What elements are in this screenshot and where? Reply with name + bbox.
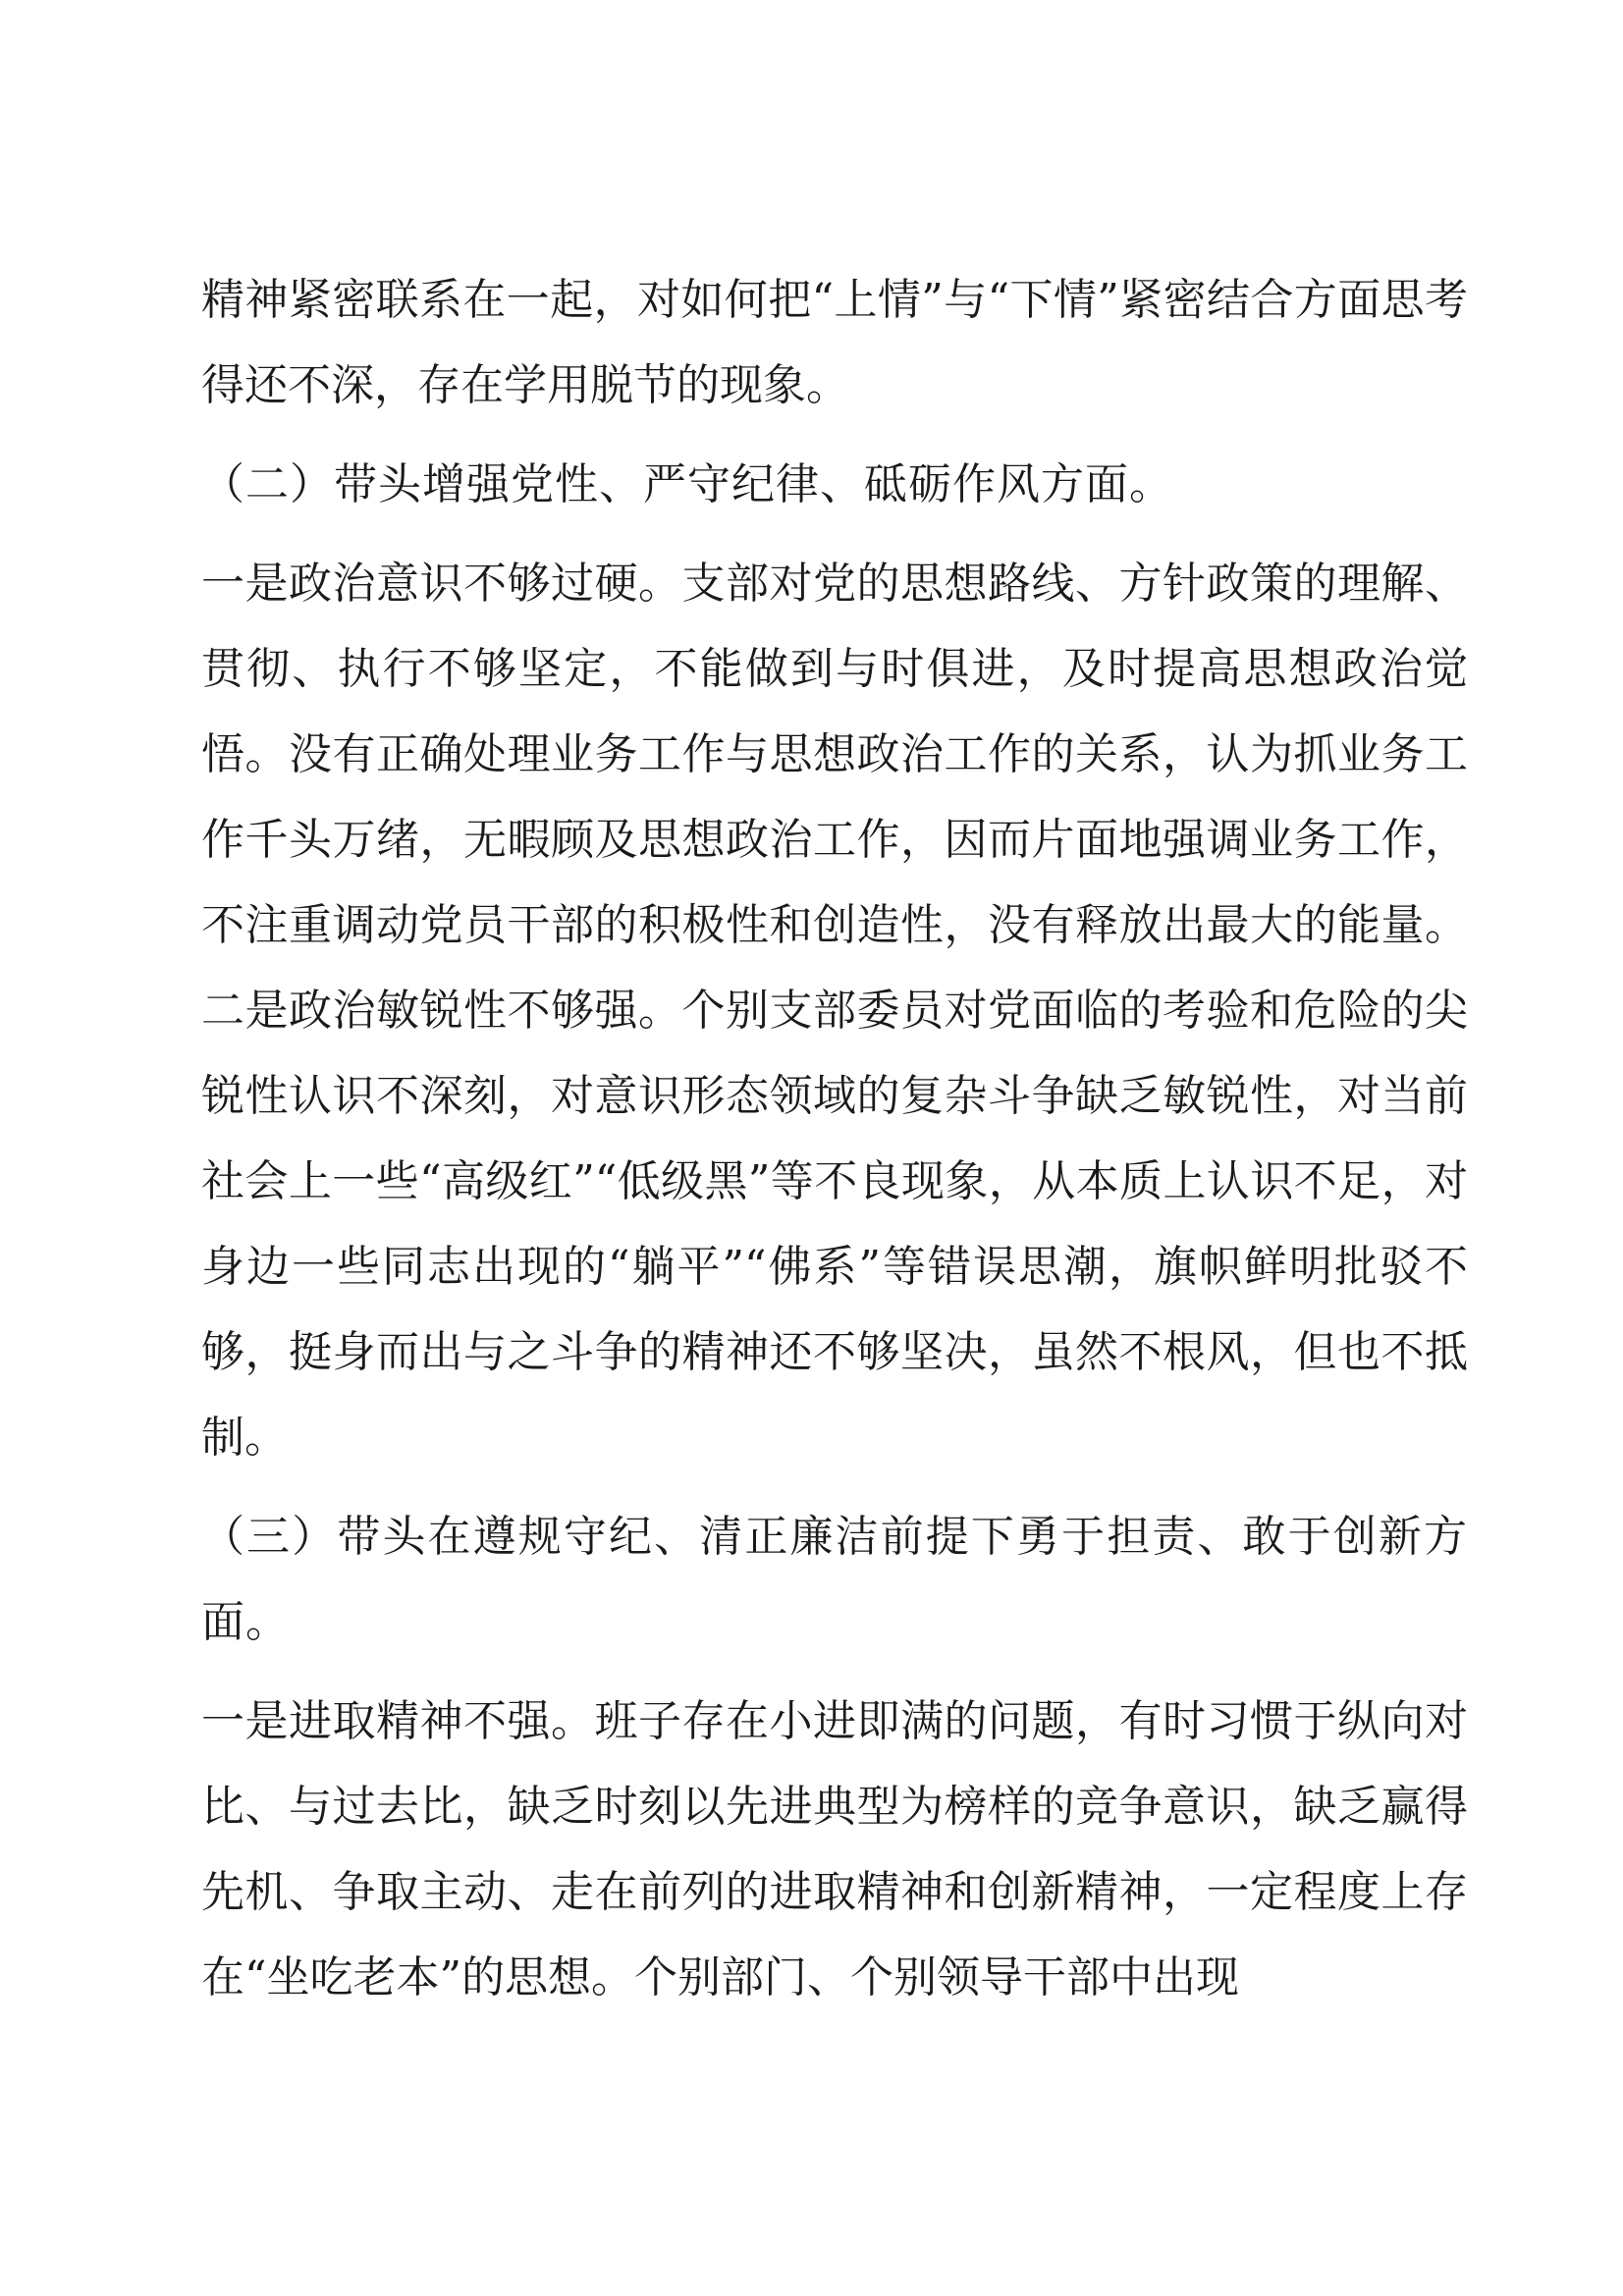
section-heading-2: （二）带头增强党性、严守纪律、砥砺作风方面。 (201, 459, 1173, 509)
paragraph-continuation: 精神紧密联系在一起，对如何把“上情”与“下情”紧密结合方面思考得还不深，存在学用脱节的现象。 (201, 275, 1468, 410)
paragraph-political-awareness: 一是政治意识不够过硬。支部对党的思想路线、方针政策的理解、贯彻、执行不够坚定，不能做到与时俱进，及时提高思想政治觉悟。没有正确处理业务工作与思想政治工作的关系，认为抓业务工作千头万绪，无暇顾及思想政治工作，因而片面地强调业务工作，不注重调动党员干部的积极性和创造性，没有释放出最大的能量。二是政治敏锐性不够强。个别支部委员对党面临的考验和危险的尖锐性认识不深刻，对意识形态领域的复杂斗争缺乏敏锐性，对当前社会上一些“高级红”“低级黑”等不良现象，从本质上认识不足，对身边一些同志出现的“躺平”“佛系”等错误思潮，旗帜鲜明批驳不够，挺身而出与之斗争的精神还不够坚决，虽然不根风，但也不抵制。 (201, 559, 1468, 1463)
section-heading-3: （三）带头在遵规守纪、清正廉洁前提下勇于担责、敢于创新方面。 (201, 1512, 1468, 1647)
paragraph-enterprising-spirit: 一是进取精神不强。班子存在小进即满的问题，有时习惯于纵向对比、与过去比，缺乏时刻以先进典型为榜样的竞争意识，缺乏赢得先机、争取主动、走在前列的进取精神和创新精神，一定程度上存在“坐吃老本”的思想。个别部门、个别领导干部中出现 (201, 1696, 1468, 2002)
document-body (201, 257, 1468, 2034)
